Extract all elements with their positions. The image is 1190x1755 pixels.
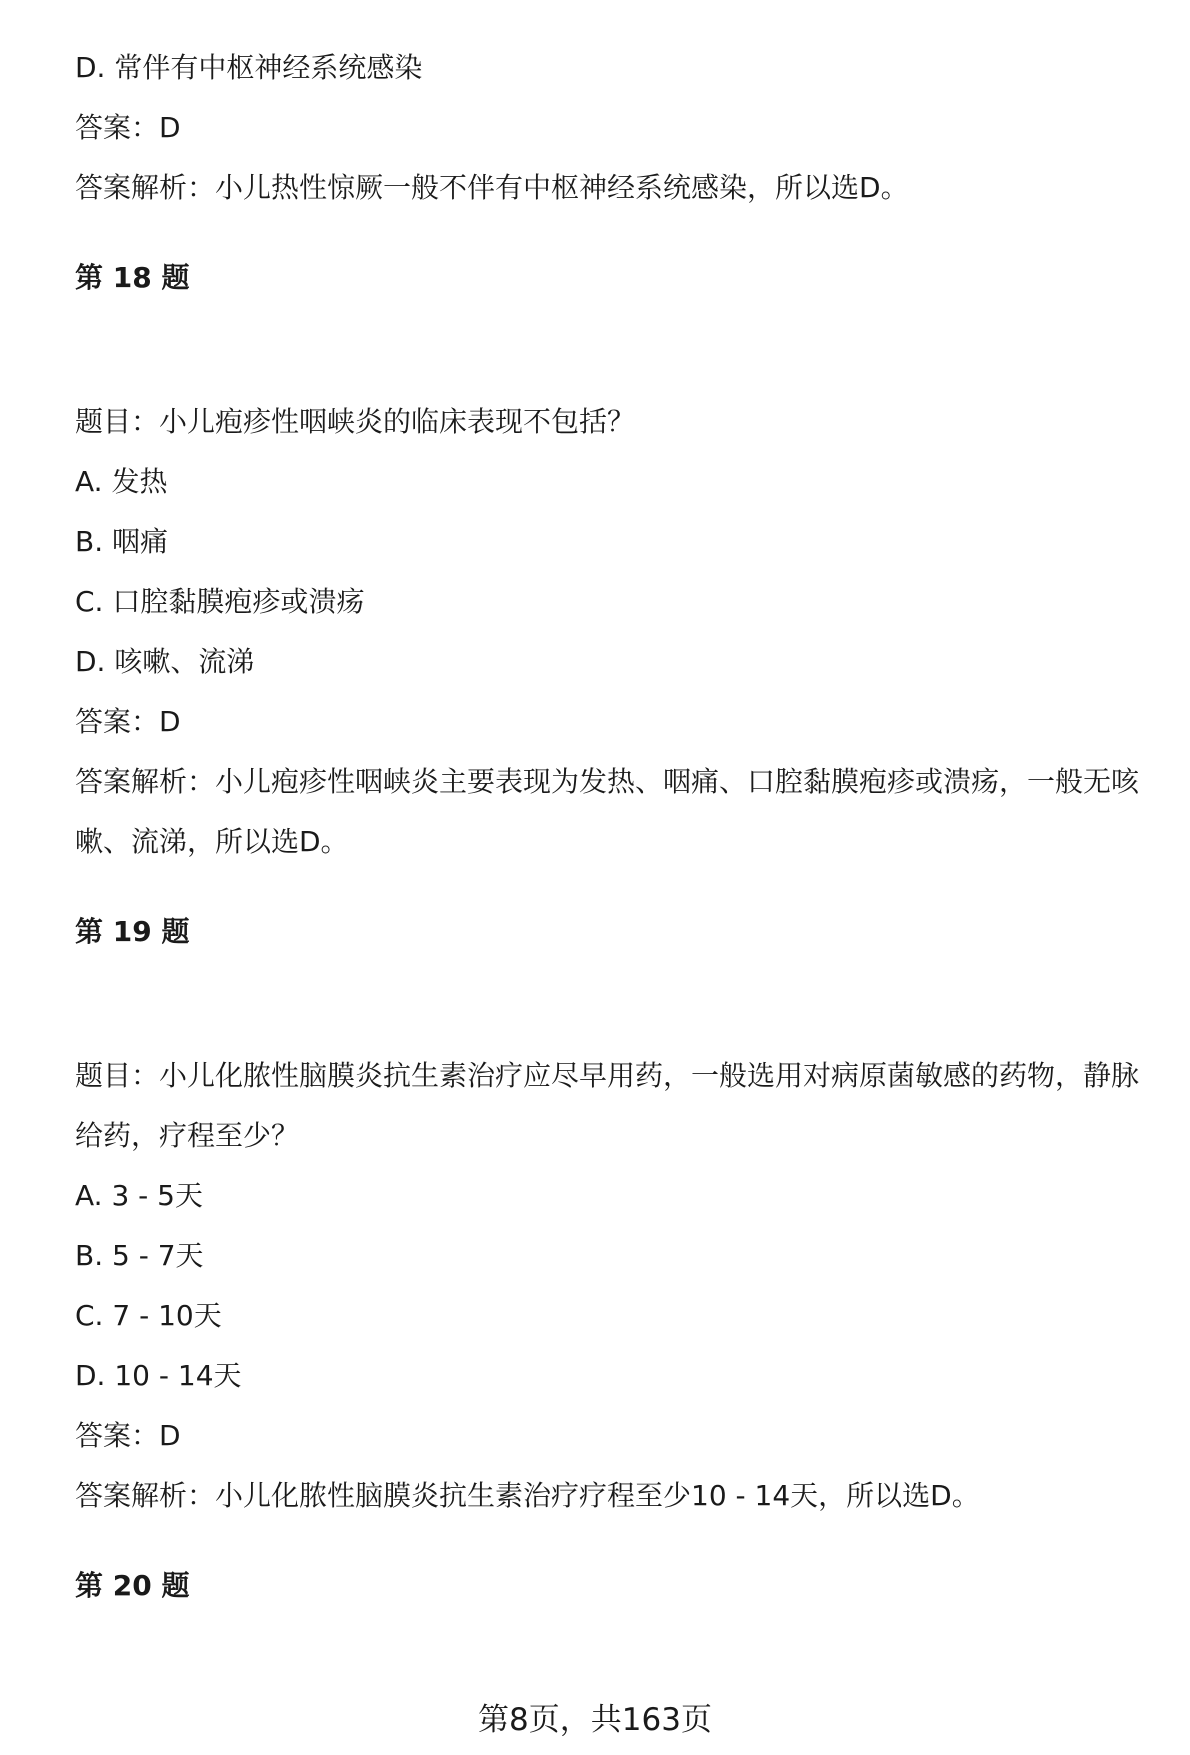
- q19-heading: 第 19 题: [75, 915, 190, 948]
- q18-question: 题目：小儿疱疹性咽峡炎的临床表现不包括？: [75, 405, 636, 438]
- q18-analysis: 答案解析：小儿疱疹性咽峡炎主要表现为发热、咽痛、口腔黏膜疱疹或溃疡，一般无咳嗽、流涕，所以选D。: [75, 765, 1140, 858]
- q18-answer: 答案：D: [75, 705, 181, 738]
- q19-answer: 答案：D: [75, 1419, 181, 1452]
- q19-option-b: B. 5 - 7天: [75, 1239, 204, 1272]
- document-body: [75, 46, 1165, 1608]
- q18-option-b: B. 咽痛: [75, 525, 169, 558]
- q19-question: 题目：小儿化脓性脑膜炎抗生素治疗应尽早用药，一般选用对病原菌敏感的药物，静脉给药，疗程至少？: [75, 1059, 1140, 1152]
- q20-heading: 第 20 题: [75, 1569, 190, 1602]
- q19-option-a: A. 3 - 5天: [75, 1179, 203, 1212]
- q19-option-d: D. 10 - 14天: [75, 1359, 242, 1392]
- q18-option-a: A. 发热: [75, 465, 168, 498]
- q17-analysis: 答案解析：小儿热性惊厥一般不伴有中枢神经系统感染，所以选D。: [75, 171, 909, 204]
- q18-option-c: C. 口腔黏膜疱疹或溃疡: [75, 585, 365, 618]
- q18-heading: 第 18 题: [75, 261, 190, 294]
- q19-option-c: C. 7 - 10天: [75, 1299, 222, 1332]
- q17-answer: 答案：D: [75, 111, 181, 144]
- q19-analysis: 答案解析：小儿化脓性脑膜炎抗生素治疗疗程至少10 - 14天，所以选D。: [75, 1479, 980, 1512]
- page-number: 第8页，共163页: [478, 1702, 712, 1738]
- q18-option-d: D. 咳嗽、流涕: [75, 645, 255, 678]
- q17-option-d: D. 常伴有中枢神经系统感染: [75, 51, 423, 84]
